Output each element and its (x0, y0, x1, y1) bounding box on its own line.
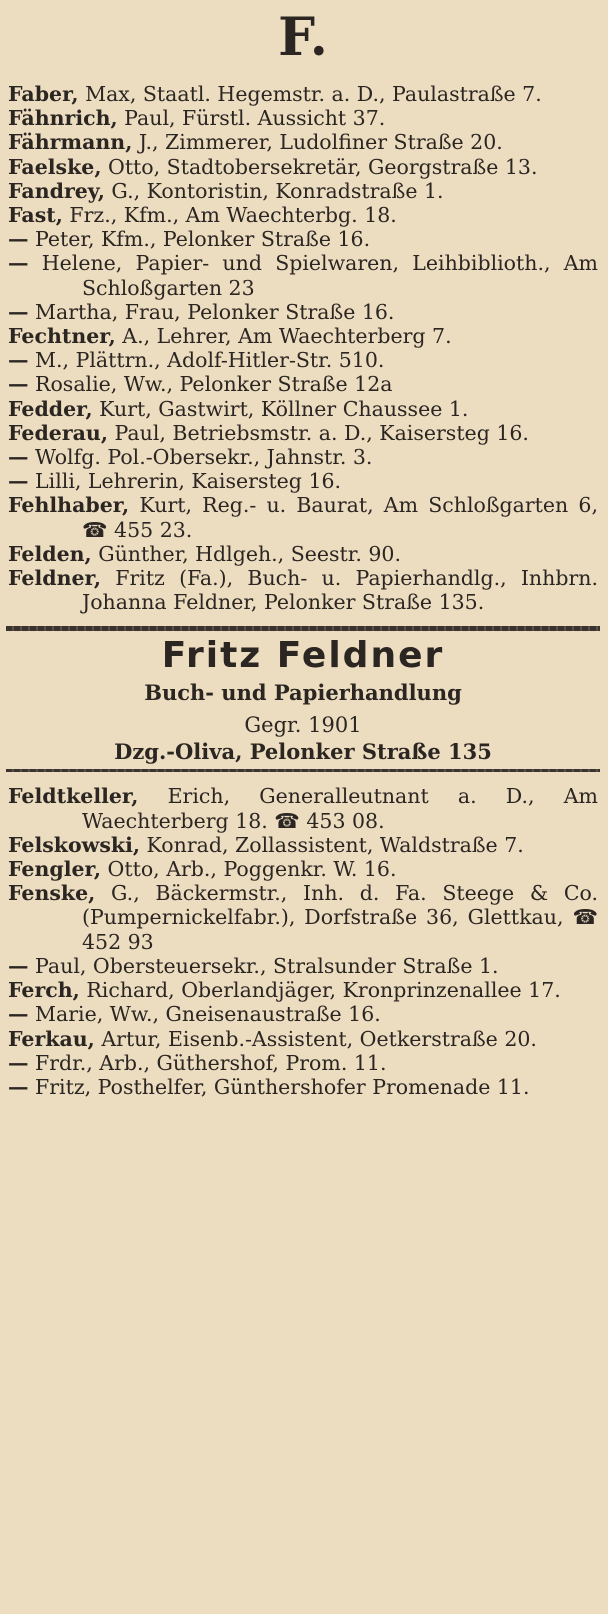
entry-surname: — (8, 1050, 29, 1075)
entry-details: Paul, Fürstl. Aussicht 37. (124, 106, 386, 131)
ad-address: Dzg.-Oliva, Pelonker Straße 135 (114, 739, 492, 765)
entry-surname: Ferch, (8, 978, 80, 1003)
entry-details: Peter, Kfm., Pelonker Straße 16. (35, 227, 371, 252)
entry-details: Kurt, Reg.- u. Baurat, Am Schloßgarten 6, ☎ 455 23. (82, 493, 598, 542)
entry-details: Kurt, Gastwirt, Köllner Chaussee 1. (99, 396, 469, 421)
directory-entry (8, 857, 598, 881)
ad-founded: Gegr. 1901 (244, 713, 362, 738)
directory-entry (8, 881, 598, 954)
entry-surname: — (8, 251, 29, 276)
entry-surname: — (8, 1074, 29, 1099)
entry-details: Paul, Betriebsmstr. a. D., Kaisersteg 16. (114, 420, 529, 445)
entry-details: Otto, Arb., Poggenkr. W. 16. (107, 857, 397, 882)
entry-surname: Fast, (8, 203, 63, 228)
directory-entry (8, 566, 598, 614)
entry-surname: Fandrey, (8, 178, 105, 203)
entries-top (8, 82, 598, 614)
directory-entry (8, 130, 598, 154)
ad-bottom-rule (6, 769, 600, 772)
entry-surname: Fenske, (8, 881, 96, 906)
entry-surname: Fehlhaber, (8, 493, 130, 518)
section-letter: F. (278, 7, 328, 68)
entry-surname: Feldtkeller, (8, 784, 139, 809)
directory-entry (8, 542, 598, 566)
entry-surname: Fähnrich, (8, 106, 118, 131)
directory-entry (8, 469, 598, 493)
directory-entry (8, 324, 598, 348)
entry-details: Martha, Frau, Pelonker Straße 16. (35, 299, 395, 324)
directory-entry (8, 978, 598, 1002)
entry-details: Wolfg. Pol.-Obersekr., Jahnstr. 3. (35, 445, 373, 470)
entry-details: Lilli, Lehrerin, Kaisersteg 16. (35, 469, 342, 494)
directory-entry (8, 372, 598, 396)
entry-surname: Feldner, (8, 566, 101, 591)
entry-surname: Faber, (8, 82, 79, 106)
entry-details: Frz., Kfm., Am Waechterbg. 18. (69, 203, 397, 228)
directory-entry (8, 833, 598, 857)
entry-details: Rosalie, Ww., Pelonker Straße 12a (35, 372, 393, 397)
entry-surname: Fengler, (8, 857, 101, 882)
entry-details: M., Plättrn., Adolf-Hitler-Str. 510. (35, 348, 385, 373)
entry-details: Marie, Ww., Gneisenaustraße 16. (35, 1002, 381, 1027)
entry-surname: — (8, 469, 29, 494)
ad-company-name: Fritz Feldner (161, 635, 445, 677)
directory-entry (8, 1051, 598, 1075)
entry-details: Otto, Stadtobersekretär, Georgstraße 13. (108, 154, 538, 179)
entry-surname: — (8, 953, 29, 978)
entry-details: Erich, Generalleutnant a. D., Am Waechterberg 18. ☎ 453 08. (82, 784, 598, 833)
entry-details: G., Kontoristin, Konradstraße 1. (111, 178, 444, 203)
entry-surname: Fedder, (8, 396, 93, 421)
directory-entry (8, 348, 598, 372)
directory-entry (8, 445, 598, 469)
entry-details: Richard, Oberlandjäger, Kronprinzenallee 17. (86, 978, 561, 1003)
entry-surname: Felskowski, (8, 832, 140, 857)
entry-details: Artur, Eisenb.-Assistent, Oetkerstraße 20. (101, 1026, 537, 1051)
entry-surname: Federau, (8, 420, 108, 445)
directory-entry (8, 421, 598, 445)
entry-details: Fritz, Posthelfer, Günthershofer Promenade 11. (35, 1074, 530, 1099)
entry-surname: — (8, 299, 29, 324)
directory-entry (8, 155, 598, 179)
directory-entry (8, 1075, 598, 1099)
directory-entry (8, 1027, 598, 1051)
entry-surname: — (8, 348, 29, 373)
entry-surname: Fechtner, (8, 324, 116, 349)
directory-entry (8, 251, 598, 299)
directory-entry (8, 227, 598, 251)
entry-surname: — (8, 372, 29, 397)
entry-details: A., Lehrer, Am Waechterberg 7. (122, 324, 452, 349)
entry-details: Fritz (Fa.), Buch- u. Papierhandlg., Inhbrn. Johanna Feldner, Pelonker Straße 135. (82, 566, 598, 615)
entry-details: Max, Staatl. Hegemstr. a. D., Paulastraße 7. (85, 82, 542, 106)
directory-entry (8, 493, 598, 541)
entry-surname: Ferkau, (8, 1026, 95, 1051)
entry-details: J., Zimmerer, Ludolfiner Straße 20. (138, 130, 503, 155)
ad-subtitle: Buch- und Papierhandlung (144, 680, 462, 706)
entry-surname: — (8, 227, 29, 252)
entry-details: Günther, Hdlgeh., Seestr. 90. (98, 541, 401, 566)
directory-entry (8, 179, 598, 203)
entry-details: Paul, Obersteuersekr., Stralsunder Straße 1. (35, 953, 499, 978)
directory-entry (8, 784, 598, 832)
directory-entry (8, 1002, 598, 1026)
entry-surname: Faelske, (8, 154, 102, 179)
entry-details: G., Bäckermstr., Inh. d. Fa. Steege & Co. (Pumpernickelfabr.), Dorfstraße 36, Glettkau, ☎ 452 93 (82, 881, 598, 954)
directory-entry (8, 82, 598, 106)
entries-bottom (8, 784, 598, 1099)
entry-details: Helene, Papier- und Spielwaren, Leihbiblioth., Am Schloßgarten 23 (41, 251, 598, 300)
directory-entry (8, 397, 598, 421)
ad-content (8, 631, 598, 769)
directory-entry (8, 203, 598, 227)
directory-entry (8, 106, 598, 130)
entry-surname: — (8, 445, 29, 470)
entry-surname: Felden, (8, 541, 92, 566)
entry-details: Frdr., Arb., Güthershof, Prom. 11. (35, 1050, 387, 1075)
directory-entry (8, 954, 598, 978)
entry-surname: — (8, 1002, 29, 1027)
advertisement-box (8, 626, 598, 772)
entry-details: Konrad, Zollassistent, Waldstraße 7. (146, 832, 524, 857)
entry-surname: Fährmann, (8, 130, 133, 155)
directory-entry (8, 300, 598, 324)
